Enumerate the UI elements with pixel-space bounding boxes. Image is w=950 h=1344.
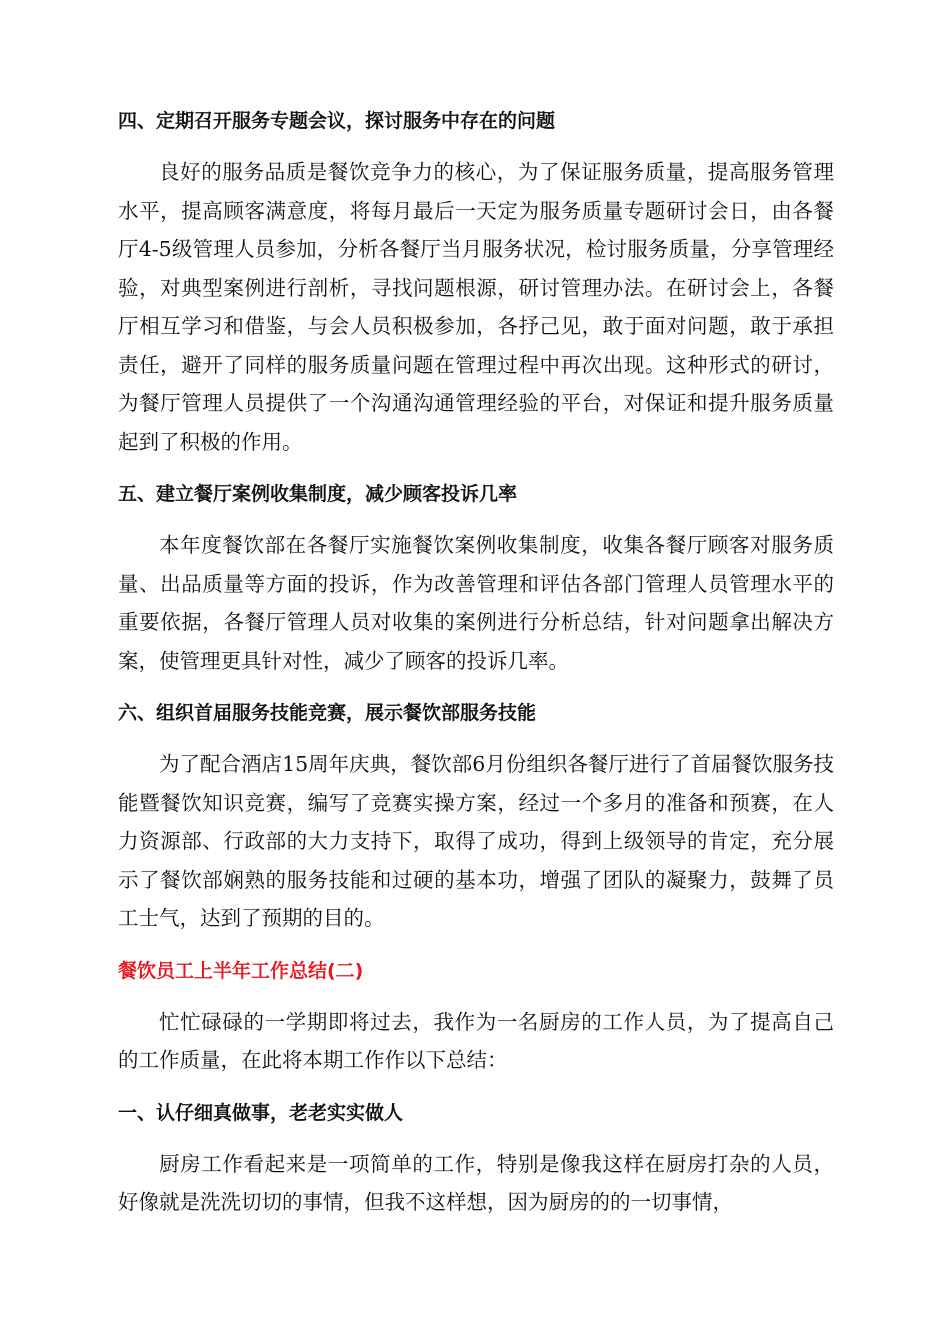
section-paragraph-4: 良好的服务品质是餐饮竞争力的核心，为了保证服务质量，提高服务管理水平，提高顾客满意度，将每月最后一天定为服务质量专题研讨会日，由各餐厅4-5级管理人员参加，分析各餐厅当月服务状况，检讨服务质量，分享管理经验，对典型案例进行剖析，寻找问题根源，研讨管理办法。在研讨会上，各餐厅相互学习和借鉴，与会人员积极参加，各抒己见，敢于面对问题，敢于承担责任，避开了同样的服务质量问题在管理过程中再次出现。这种形式的研讨，为餐厅管理人员提供了一个沟通沟通管理经验的平台，对保证和提升服务质量起到了积极的作用。 [118, 160, 834, 454]
article-intro: 忙忙碌碌的一学期即将过去，我作为一名厨房的工作人员，为了提高自己的工作质量，在此将本期工作作以下总结： [118, 1009, 834, 1072]
section-heading-5: 五、建立餐厅案例收集制度，减少顾客投诉几率 [118, 483, 518, 505]
section-heading-4: 四、定期召开服务专题会议，探讨服务中存在的问题 [118, 110, 556, 132]
document-page [118, 108, 834, 1222]
section-paragraph-5: 本年度餐饮部在各餐厅实施餐饮案例收集制度，收集各餐厅顾客对服务质量、出品质量等方面的投诉，作为改善管理和评估各部门管理人员管理水平的重要依据，各餐厅管理人员对收集的案例进行分析总结，针对问题拿出解决方案，使管理更具针对性，减少了顾客的投诉几率。 [118, 533, 834, 673]
article-section-heading-1: 一、认仔细真做事，老老实实做人 [118, 1101, 404, 1124]
article-title: 餐饮员工上半年工作总结(二) [118, 959, 364, 982]
article-section-paragraph-1: 厨房工作看起来是一项简单的工作，特别是像我这样在厨房打杂的人员，好像就是洗洗切切的事情，但我不这样想，因为厨房的的一切事情， [118, 1151, 834, 1214]
section-heading-6: 六、组织首届服务技能竞赛，展示餐饮部服务技能 [118, 702, 537, 724]
section-paragraph-6: 为了配合酒店15周年庆典，餐饮部6月份组织各餐厅进行了首届餐饮服务技能暨餐饮知识竞赛，编写了竞赛实操方案，经过一个多月的准备和预赛，在人力资源部、行政部的大力支持下，取得了成功，得到上级领导的肯定，充分展示了餐饮部娴熟的服务技能和过硬的基本功，增强了团队的凝聚力，鼓舞了员工士气，达到了预期的目的。 [118, 752, 834, 930]
